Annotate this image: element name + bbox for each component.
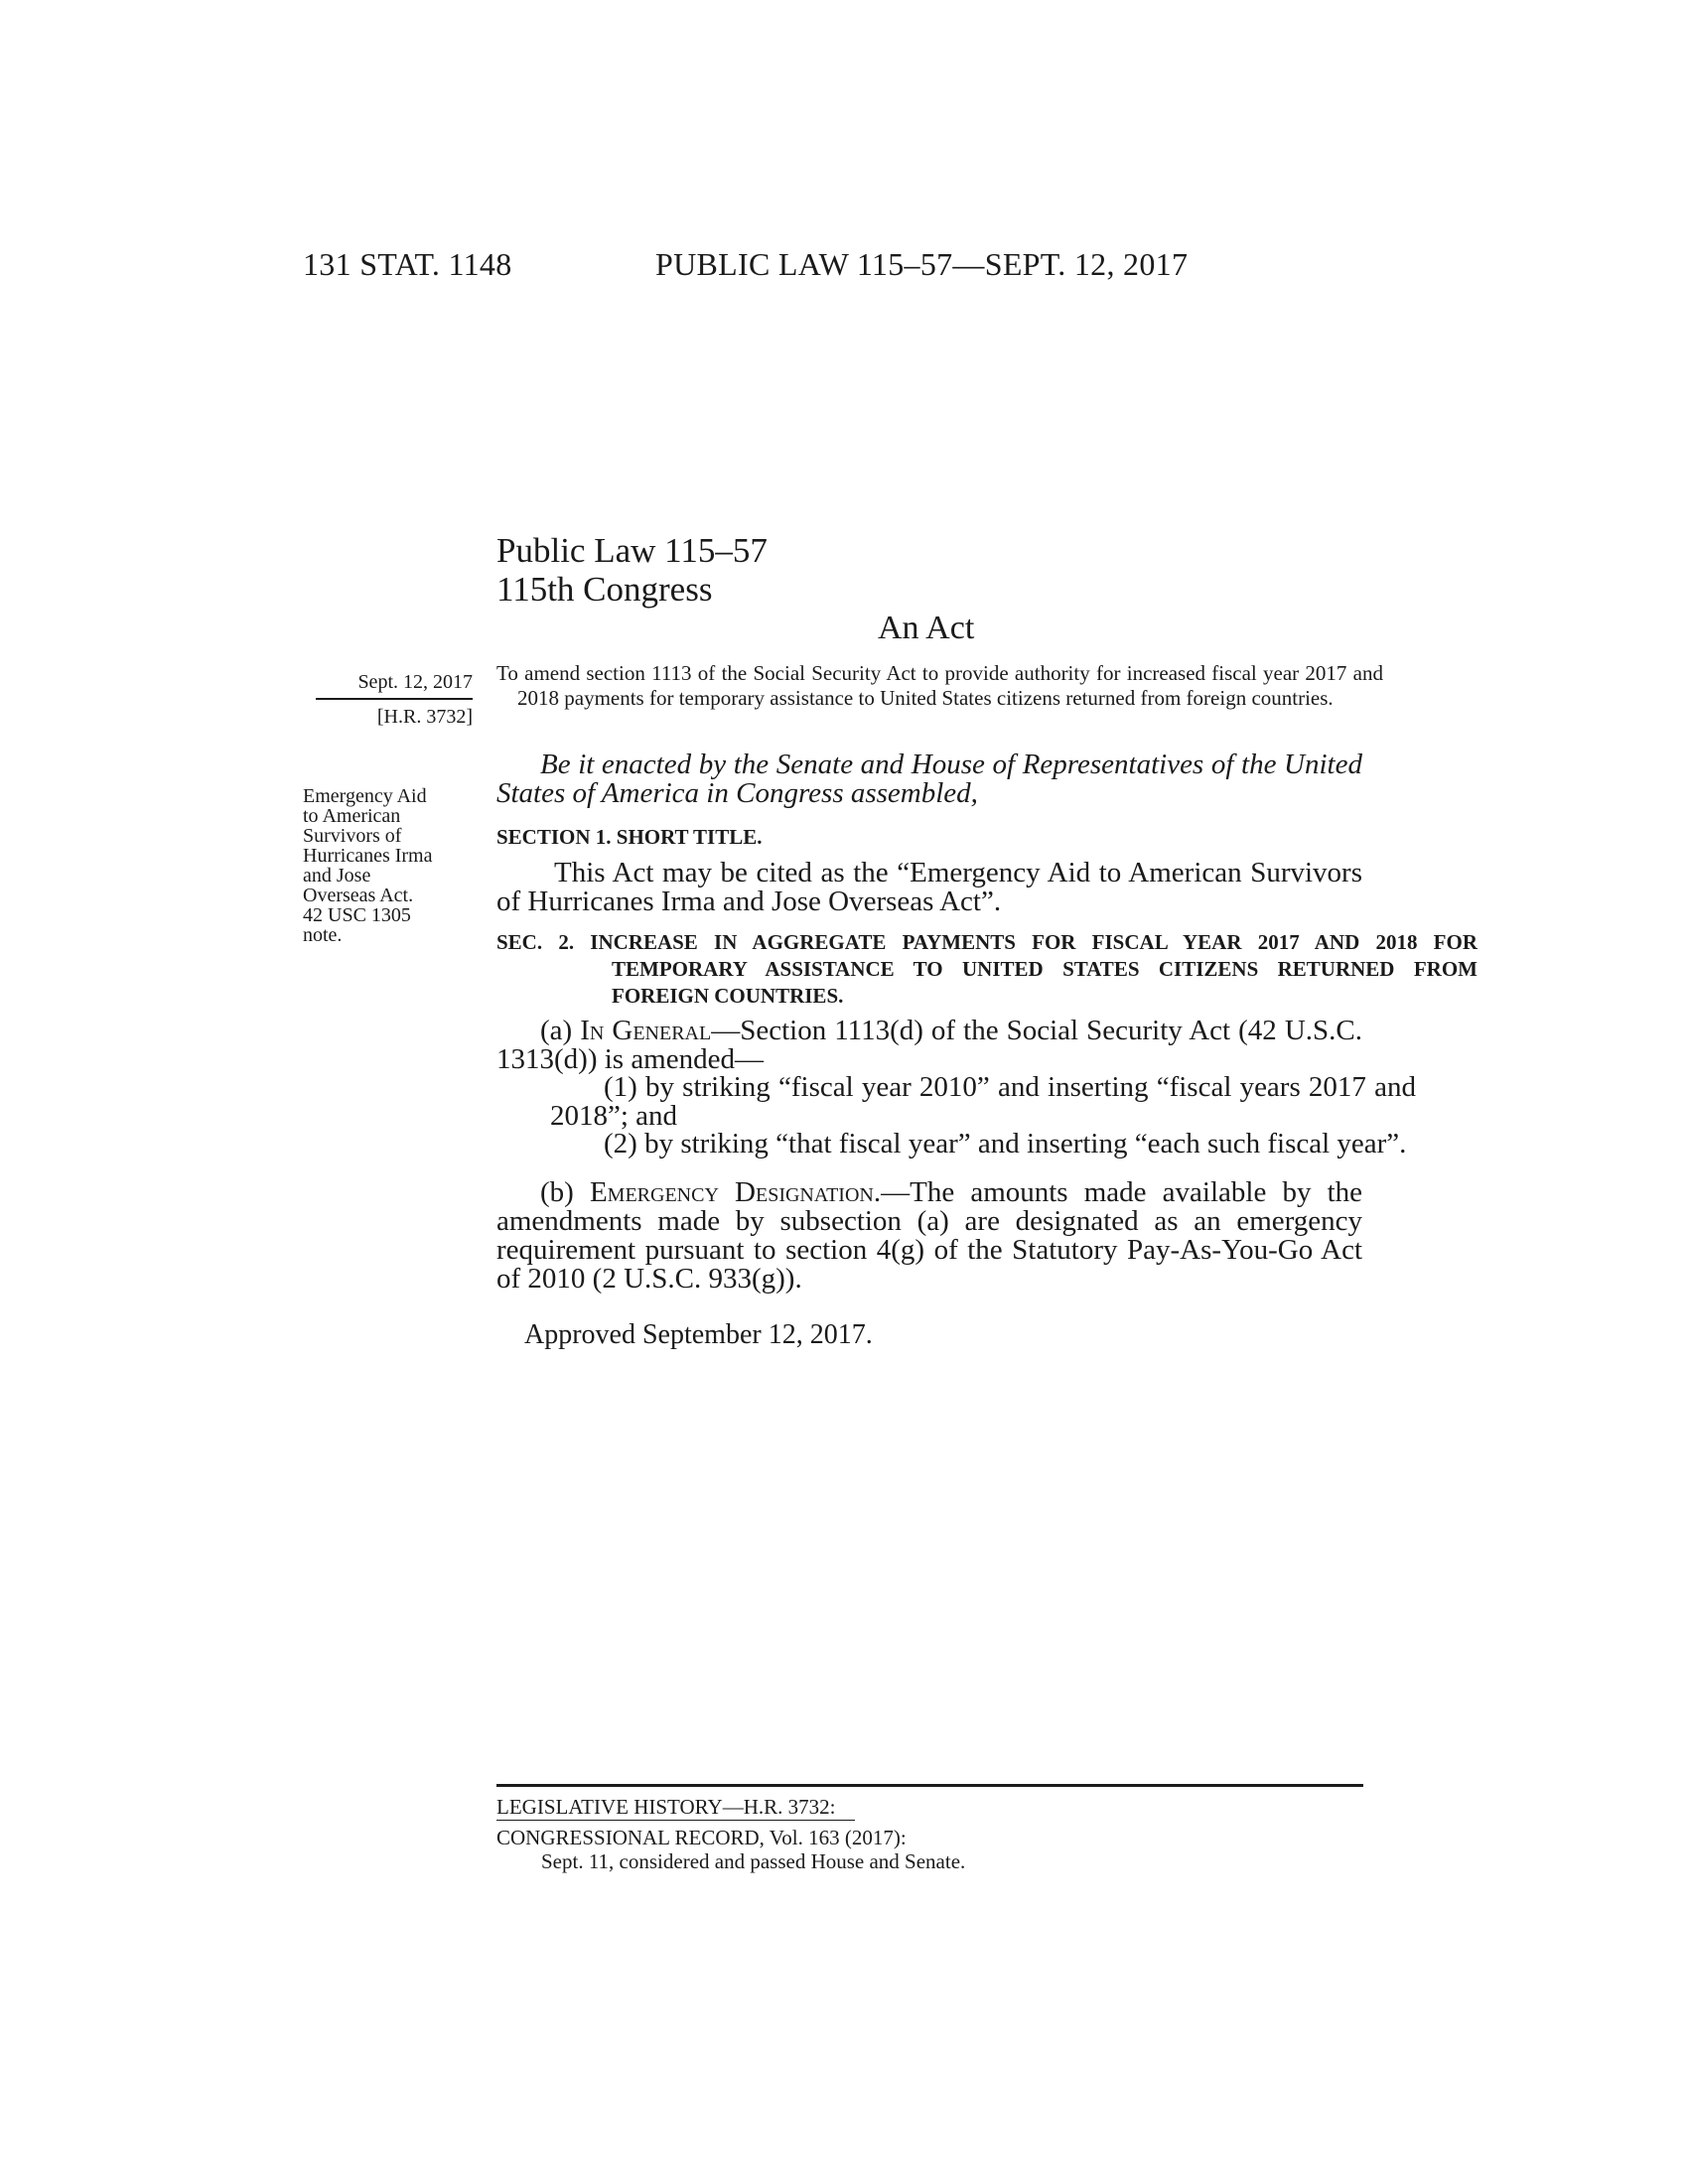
margin-usc-line: 42 USC 1305 — [303, 904, 411, 926]
congress-number: 115th Congress — [496, 570, 713, 609]
margin-note-line: Emergency Aid — [303, 785, 427, 807]
subsection-b-enum: (b) — [540, 1176, 574, 1208]
statute-page-number: 131 STAT. 1148 — [303, 246, 512, 282]
act-purpose: To amend section 1113 of the Social Security Act to provide authority for increased fiscal year 2017 and 2018 payments for temporary assistance to United States citizens returned from foreign countries. — [496, 661, 1383, 710]
congressional-record-line: CONGRESSIONAL RECORD, Vol. 163 (2017): — [496, 1826, 907, 1849]
approval-date: Approved September 12, 2017. — [524, 1319, 873, 1350]
subsection-a-text: —Section 1113(d) of the Social Security Act (42 U.S.C. 1313(d)) is amended— — [496, 1015, 1362, 1075]
subsection-b-heading: Emergency Designation — [589, 1176, 874, 1208]
section-2-heading: SEC. 2. INCREASE IN AGGREGATE PAYMENTS FOR FISCAL YEAR 2017 AND 2018 FOR TEMPORARY ASSISTANCE TO UNITED STATES CITIZENS RETURNED FROM FOREIGN COUNTRIES. — [496, 930, 1477, 1008]
subsection-a — [496, 1017, 1362, 1074]
margin-bill-number: [H.R. 3732] — [376, 706, 473, 728]
an-act-heading: An Act — [878, 610, 975, 646]
legislative-history-rule — [496, 1784, 1363, 1787]
subsection-a-heading: In General — [580, 1015, 712, 1046]
section-1-text: This Act may be cited as the “Emergency Aid to American Survivors of Hurricanes Irma and Jose Overseas Act”. — [496, 857, 1362, 917]
margin-usc-line: note. — [303, 924, 343, 946]
subsection-b — [496, 1178, 1362, 1294]
section-1-heading: SECTION 1. SHORT TITLE. — [496, 825, 763, 849]
margin-note-line: Hurricanes Irma — [303, 845, 433, 867]
margin-note-line: and Jose — [303, 865, 371, 887]
legislative-history-label: LEGISLATIVE HISTORY—H.R. 3732: — [496, 1794, 855, 1821]
legislative-action-line: Sept. 11, considered and passed House and Senate. — [541, 1849, 966, 1873]
subsection-a-enum: (a) — [540, 1015, 573, 1046]
public-law-number: Public Law 115–57 — [496, 531, 768, 570]
margin-note-line: Survivors of — [303, 825, 402, 847]
margin-short-title-note — [303, 786, 482, 945]
margin-enactment-date: Sept. 12, 2017 — [316, 670, 473, 700]
subsection-b-text: .—The amounts made available by the amendments made by subsection (a) are designated as an emergency requirement pursuant to section 4(g) of the Statutory Pay-As-You-Go Act of 2010 (2 U.S.C. 933(g)). — [496, 1176, 1363, 1295]
margin-note-line: Overseas Act. — [303, 885, 414, 906]
enacting-clause: Be it enacted by the Senate and House of Representatives of the United States of America in Congress assembled, — [496, 749, 1362, 809]
running-title: PUBLIC LAW 115–57—SEPT. 12, 2017 — [655, 246, 1189, 282]
margin-note-line: to American — [303, 805, 401, 827]
paragraph-2: (2) by striking “that fiscal year” and inserting “each such fiscal year”. — [604, 1128, 1407, 1160]
paragraph-1: (1) by striking “fiscal year 2010” and inserting “fiscal years 2017 and 2018”; and — [550, 1071, 1416, 1132]
